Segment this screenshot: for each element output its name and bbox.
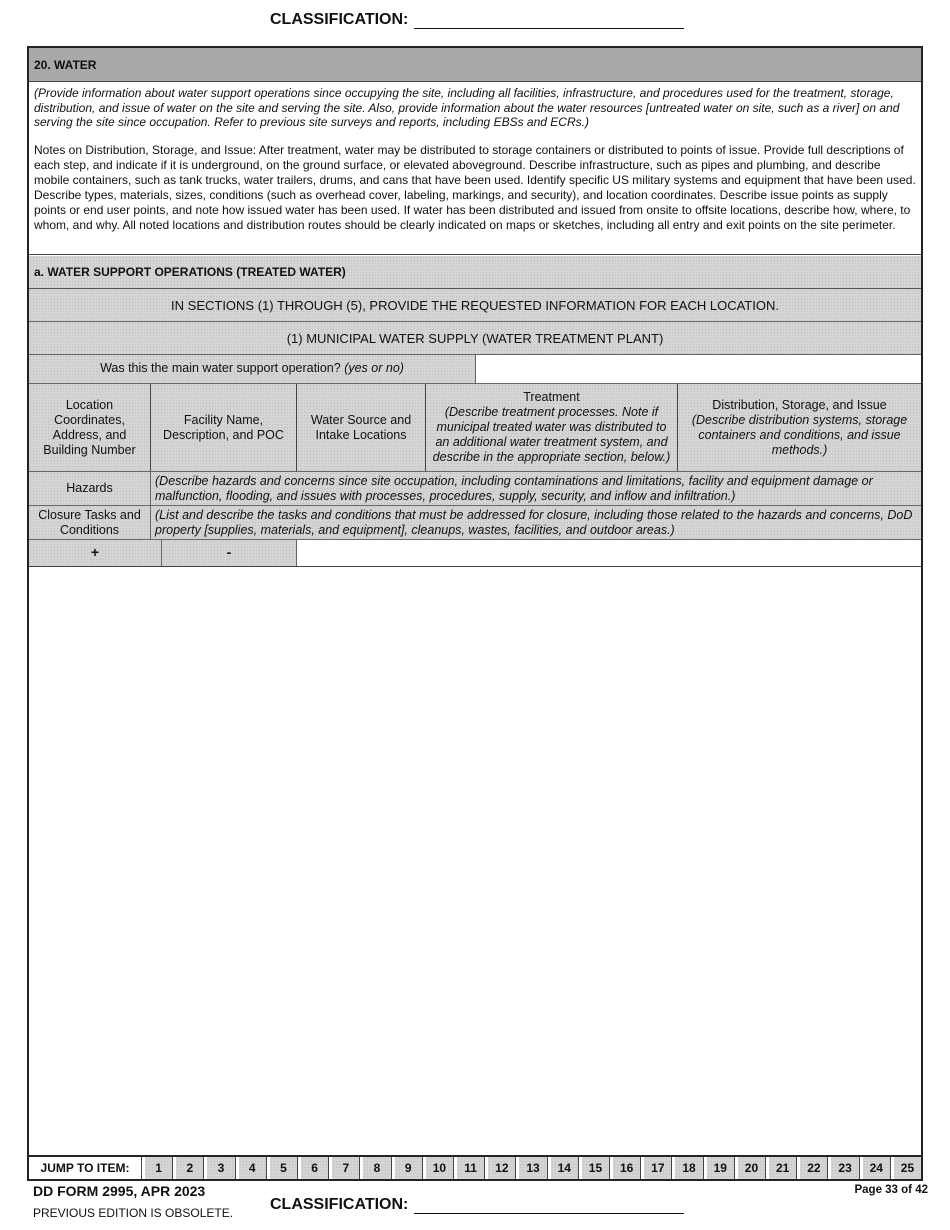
closure-label: Closure Tasks and Conditions	[29, 506, 151, 539]
jump-item-5[interactable]: 5	[267, 1157, 298, 1179]
jump-item-22[interactable]: 22	[797, 1157, 828, 1179]
jump-item-21[interactable]: 21	[766, 1157, 797, 1179]
add-row-button[interactable]: +	[29, 540, 162, 566]
jump-item-4[interactable]: 4	[236, 1157, 267, 1179]
classification-label: CLASSIFICATION:	[270, 1196, 409, 1213]
jump-item-20[interactable]: 20	[735, 1157, 766, 1179]
jump-item-10[interactable]: 10	[423, 1157, 454, 1179]
form-frame	[27, 46, 923, 1157]
jump-item-15[interactable]: 15	[579, 1157, 610, 1179]
classification-field[interactable]	[414, 1197, 684, 1214]
page-number: Page 33 of 42	[854, 1184, 928, 1196]
jump-item-16[interactable]: 16	[610, 1157, 641, 1179]
section-title: 20. WATER	[29, 48, 921, 82]
hazards-description: (Describe hazards and concerns since site occupation, including contaminations and limitations, facility and equipment damage or malfunction, flooding, and issues with processes, procedures, supply, security, and inflow and infiltration.)	[155, 474, 873, 503]
jump-item-11[interactable]: 11	[454, 1157, 485, 1179]
col-distribution-hint: (Describe distribution systems, storage containers and conditions, and issue methods.)	[691, 412, 908, 457]
col-treatment	[426, 384, 678, 471]
section-intro: (Provide information about water support operations since occupying the site, including all facilities, infrastructure, and procedures used for the treatment, storage, distribution, and issue of water on the site and serving the site. Also, provide information about the water resources [untreated water on site, such as a river] on and serving the site since occupation. Refer to previous site surveys and reports, including EBSs and ECRs.)	[34, 86, 900, 129]
add-remove-row	[29, 540, 921, 567]
jump-to-item-bar	[27, 1155, 923, 1181]
jump-item-8[interactable]: 8	[360, 1157, 391, 1179]
hazards-label: Hazards	[29, 472, 151, 505]
closure-row	[29, 506, 921, 540]
question-hint: (yes or no)	[344, 361, 404, 375]
classification-footer	[270, 1196, 684, 1214]
jump-item-7[interactable]: 7	[329, 1157, 360, 1179]
main-operation-answer-field[interactable]	[476, 355, 921, 383]
col-water-source	[297, 384, 426, 471]
subsection-instruction: IN SECTIONS (1) THROUGH (5), PROVIDE THE REQUESTED INFORMATION FOR EACH LOCATION.	[29, 289, 921, 322]
previous-edition-note: PREVIOUS EDITION IS OBSOLETE.	[33, 1206, 234, 1220]
jump-item-3[interactable]: 3	[204, 1157, 235, 1179]
jump-item-6[interactable]: 6	[298, 1157, 329, 1179]
closure-description: (List and describe the tasks and conditions that must be addressed for closure, including those related to the hazards and concerns, DoD property [supplies, materials, and equipment], cleanups, wastes, facilities, and outdoor areas.)	[155, 508, 913, 537]
classification-field[interactable]	[414, 12, 684, 29]
col-location-label: Location Coordinates, Address, and Building Number	[43, 397, 136, 457]
col-distribution-title: Distribution, Storage, and Issue	[712, 397, 887, 412]
jump-item-14[interactable]: 14	[548, 1157, 579, 1179]
jump-label: JUMP TO ITEM:	[29, 1157, 142, 1179]
col-location	[29, 384, 151, 471]
question-text: Was this the main water support operation?	[100, 361, 341, 375]
jump-item-18[interactable]: 18	[672, 1157, 703, 1179]
jump-item-17[interactable]: 17	[641, 1157, 672, 1179]
remove-row-button[interactable]: -	[162, 540, 297, 566]
jump-item-12[interactable]: 12	[485, 1157, 516, 1179]
jump-item-19[interactable]: 19	[704, 1157, 735, 1179]
jump-item-13[interactable]: 13	[516, 1157, 547, 1179]
hazards-row	[29, 472, 921, 506]
main-operation-question-row	[29, 355, 921, 384]
section-notes: Notes on Distribution, Storage, and Issue: After treatment, water may be distributed to storage containers or distributed to points of issue. Provide full descriptions of each step, and indicate if it is underground, on the ground surface, or elevated aboveground. Describe infrastructure, such as pipes and plumbing, and describe mobile containers, such as tank trucks, water trailers, drums, and cans that have been used. Identify specific US military systems and equipment that have been used. Describe types, materials, sizes, conditions (such as overhead cover, labeling, markings, and security), and location coordinates. Describe issue points as supply points or end user points, and note how issued water has been used. If water has been distributed and issued from onsite to offsite locations, describe how, where, to whom, and why. All noted locations and distribution routes should be clearly indicated on maps or sketches, including all entry and exit points on the site perimeter.	[29, 143, 921, 255]
subsection-a-title: a. WATER SUPPORT OPERATIONS (TREATED WATER)	[29, 256, 921, 289]
municipal-supply-title: (1) MUNICIPAL WATER SUPPLY (WATER TREATMENT PLANT)	[29, 322, 921, 355]
col-facility	[151, 384, 297, 471]
col-facility-label: Facility Name, Description, and POC	[163, 412, 284, 442]
col-distribution	[678, 384, 921, 471]
form-identifier: DD FORM 2995, APR 2023	[33, 1183, 206, 1199]
jump-item-1[interactable]: 1	[142, 1157, 173, 1179]
jump-item-23[interactable]: 23	[828, 1157, 859, 1179]
col-treatment-hint: (Describe treatment processes. Note if municipal treated water was distributed to an additional water treatment system, and describe in the appropriate section, below.)	[432, 405, 671, 464]
main-operation-question	[29, 355, 476, 383]
jump-item-9[interactable]: 9	[392, 1157, 423, 1179]
jump-item-2[interactable]: 2	[173, 1157, 204, 1179]
classification-header	[270, 11, 684, 29]
classification-label: CLASSIFICATION:	[270, 11, 409, 28]
jump-item-25[interactable]: 25	[891, 1157, 921, 1179]
col-treatment-title: Treatment	[523, 390, 580, 404]
table-header-row	[29, 384, 921, 472]
jump-item-24[interactable]: 24	[860, 1157, 891, 1179]
col-water-source-label: Water Source and Intake Locations	[310, 412, 412, 442]
